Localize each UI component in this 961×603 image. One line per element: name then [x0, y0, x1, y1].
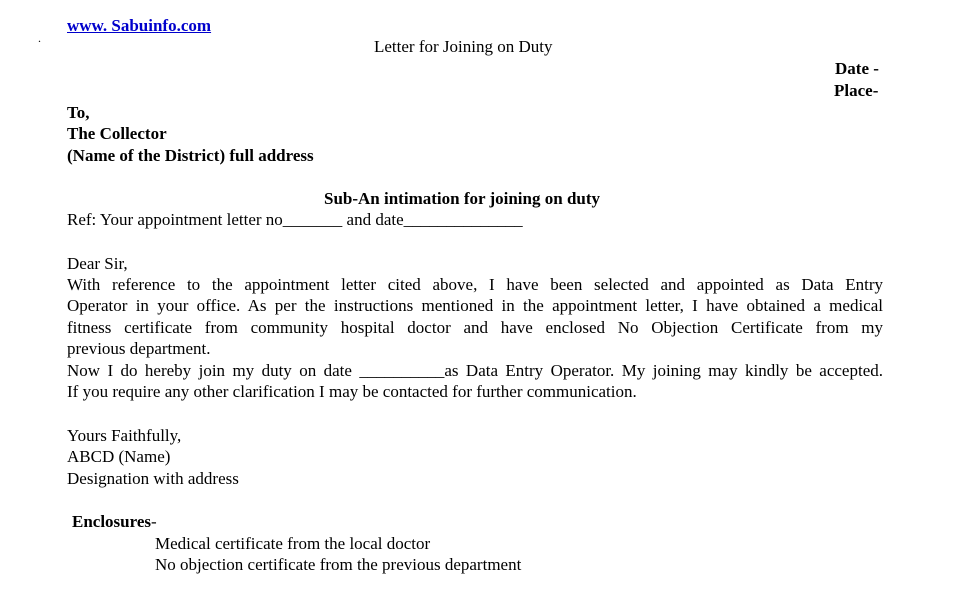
enclosure-item: No objection certificate from the previous department — [155, 555, 522, 574]
join-date-suffix: as Data Entry Operator. My joining may kindly be accepted. — [444, 361, 883, 380]
enclosure-item: Medical certificate from the local doctor — [155, 534, 431, 553]
join-date-blank: __________ — [359, 361, 445, 380]
sender-designation: Designation with address — [67, 469, 239, 488]
reference-line — [67, 210, 523, 230]
recipient-address: (Name of the District) full address — [67, 146, 314, 165]
enclosures-dash: - — [151, 512, 157, 531]
reference-prefix: Ref: Your appointment letter no — [67, 210, 283, 229]
place-label: Place- — [834, 81, 879, 100]
body-line-3: fitness certificate from community hospital doctor and have enclosed No Objection Certificate from my — [67, 318, 883, 337]
recipient-name: The Collector — [67, 124, 167, 143]
body-line-1: With reference to the appointment letter cited above, I have been selected and appointed as Data Entry — [67, 275, 883, 294]
body-line-2: Operator in your office. As per the instructions mentioned in the appointment letter, I have obtained a medical — [67, 296, 883, 315]
reference-number-blank: _______ — [282, 210, 343, 229]
join-date-prefix: Now I do hereby join my duty on date — [67, 361, 360, 380]
enclosures-label: Enclosures — [72, 512, 152, 531]
reference-date-blank: ______________ — [403, 210, 523, 229]
subject-line: Sub-An intimation for joining on duty — [324, 189, 601, 208]
date-label: Date - — [835, 59, 879, 78]
stray-dot-mark: . — [38, 31, 41, 45]
reference-middle: and date — [342, 210, 404, 229]
salutation: Dear Sir, — [67, 254, 128, 273]
letter-title: Letter for Joining on Duty — [374, 37, 553, 56]
sender-name: ABCD (Name) — [67, 447, 171, 466]
body-line-4: previous department. — [67, 339, 211, 358]
body-line-6: If you require any other clarification I may be contacted for further communication. — [67, 382, 637, 401]
body-line-5 — [67, 361, 883, 381]
recipient-to: To, — [67, 103, 90, 122]
site-link[interactable]: www. Sabuinfo.com — [67, 16, 212, 35]
enclosures-heading — [72, 512, 157, 532]
valediction: Yours Faithfully, — [67, 426, 182, 445]
